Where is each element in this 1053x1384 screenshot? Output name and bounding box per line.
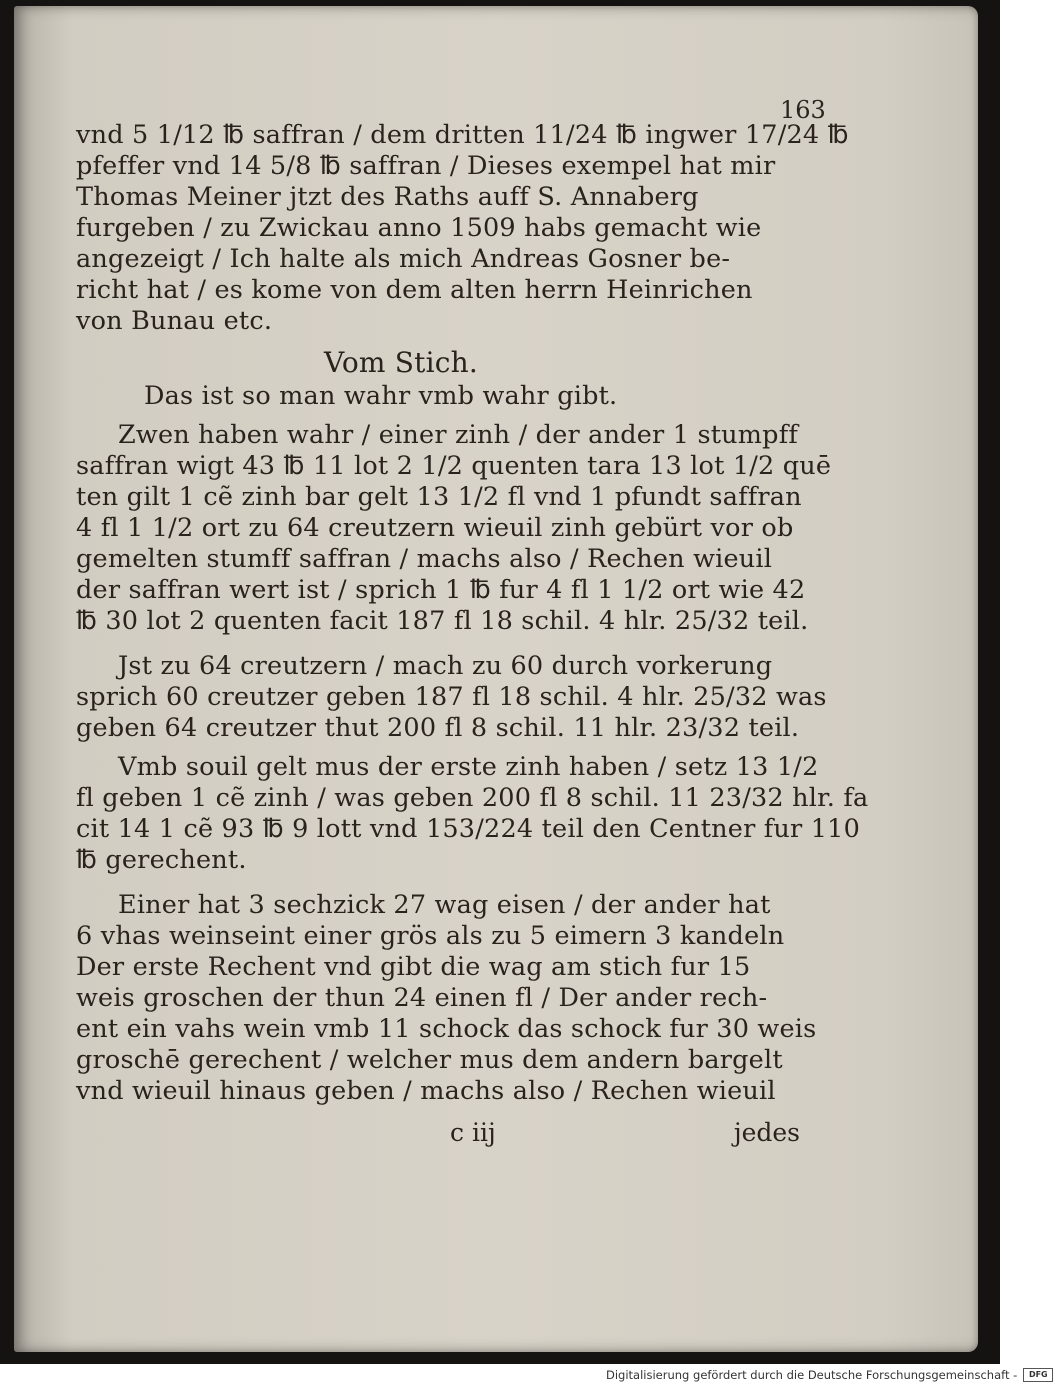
text-line: Thomas Meiner jtzt des Raths auff S. Annaberg — [76, 182, 699, 212]
catchword: jedes — [733, 1118, 800, 1147]
text-line: vnd 5 1/12 ℔ saffran / dem dritten 11/24 ℔ ingwer 17/24 ℔ — [76, 120, 849, 150]
text-line: saffran wigt 43 ℔ 11 lot 2 1/2 quenten tara 13 lot 1/2 quē — [76, 451, 832, 481]
text-line: sprich 60 creutzer geben 187 fl 18 schil. 4 hlr. 25/32 was — [76, 682, 827, 712]
section-subheading: Das ist so man wahr vmb wahr gibt. — [144, 381, 618, 411]
credit-text: Digitalisierung gefördert durch die Deutsche Forschungsgemeinschaft - — [606, 1368, 1018, 1382]
main-text — [76, 120, 869, 1107]
text-line: vnd wieuil hinaus geben / machs also / Rechen wieuil — [76, 1076, 776, 1106]
text-line: ent ein vahs wein vmb 11 schock das schock fur 30 weis — [76, 1014, 817, 1044]
signature-mark: c iij — [450, 1118, 496, 1147]
text-line: 4 fl 1 1/2 ort zu 64 creutzern wieuil zinh gebürt vor ob — [76, 513, 794, 543]
text-line: Jst zu 64 creutzern / mach zu 60 durch vorkerung — [118, 651, 773, 681]
text-line: ℔ gerechent. — [76, 845, 247, 875]
text-line: ℔ 30 lot 2 quenten facit 187 fl 18 schil. 4 hlr. 25/32 teil. — [76, 606, 809, 636]
text-line: Vmb souil gelt mus der erste zinh haben / setz 13 1/2 — [118, 752, 819, 782]
text-line: pfeffer vnd 14 5/8 ℔ saffran / Dieses exempel hat mir — [76, 151, 776, 181]
text-line: angezeigt / Ich halte als mich Andreas Gosner be- — [76, 244, 731, 274]
text-line: der saffran wert ist / sprich 1 ℔ fur 4 fl 1 1/2 ort wie 42 — [76, 575, 806, 605]
text-line: geben 64 creutzer thut 200 fl 8 schil. 11 hlr. 23/32 teil. — [76, 713, 800, 743]
text-line: cit 14 1 cẽ 93 ℔ 9 lott vnd 153/224 teil den Centner fur 110 — [76, 814, 861, 844]
text-line: gemelten stumff saffran / machs also / Rechen wieuil — [76, 544, 773, 574]
text-line: fl geben 1 cẽ zinh / was geben 200 fl 8 schil. 11 23/32 hlr. fa — [76, 783, 869, 813]
text-line: 6 vhas weinseint einer grös als zu 5 eimern 3 kandeln — [76, 921, 785, 951]
text-line: groschē gerechent / welcher mus dem andern bargelt — [76, 1045, 783, 1075]
text-line: furgeben / zu Zwickau anno 1509 habs gemacht wie — [76, 213, 762, 243]
section-heading: Vom Stich. — [324, 346, 478, 379]
text-line: richt hat / es kome von dem alten herrn Heinrichen — [76, 275, 753, 305]
text-line: Zwen haben wahr / einer zinh / der ander 1 stumpff — [118, 420, 798, 450]
text-line: von Bunau etc. — [76, 306, 273, 336]
dfg-logo-icon: DFG — [1023, 1368, 1053, 1382]
text-line: Einer hat 3 sechzick 27 wag eisen / der ander hat — [118, 890, 771, 920]
page-number: 163 — [780, 96, 826, 124]
text-line: ten gilt 1 cẽ zinh bar gelt 13 1/2 fl vnd 1 pfundt saffran — [76, 482, 802, 512]
funding-credit — [606, 1367, 1053, 1383]
text-line: weis groschen der thun 24 einen fl / Der ander rech- — [76, 983, 768, 1013]
text-line: Der erste Rechent vnd gibt die wag am stich fur 15 — [76, 952, 751, 982]
